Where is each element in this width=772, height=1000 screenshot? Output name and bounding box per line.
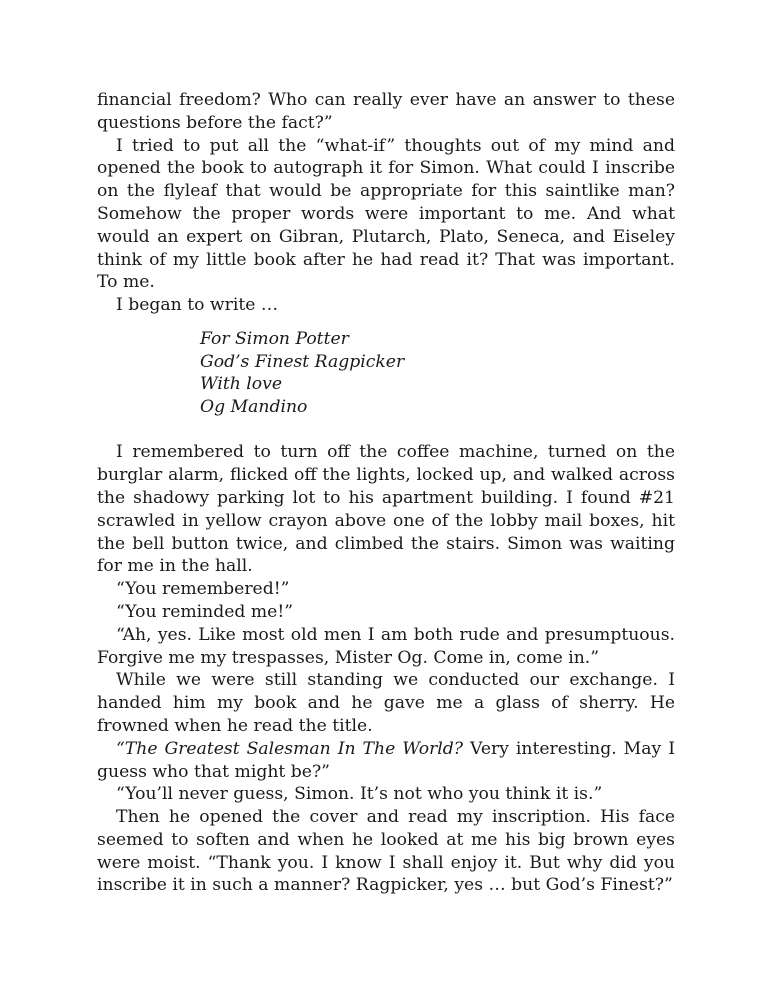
- inscription-line: Og Mandino: [200, 396, 308, 417]
- paragraph-old-men: “Ah, yes. Like most old men I am both rude and presumptuous. Forgive me my trespasses, Mister Og. Come in, come in.”: [97, 624, 675, 668]
- book-inscription: [200, 328, 675, 418]
- paragraph-began-to-write: I began to write …: [116, 295, 279, 316]
- paragraph-inscription-read: Then he opened the cover and read my inscription. His face seemed to soften and when he looked at me his big brown eyes were moist. “Thank you. I know I shall enjoy it. But why did you inscribe it in such a manner? Ragpicker, yes … but God’s Finest?”: [97, 807, 675, 896]
- book-page: [97, 89, 675, 897]
- paragraph-book-title: [97, 738, 675, 784]
- inscription-line: With love: [200, 374, 283, 395]
- paragraph-you-reminded: “You reminded me!”: [116, 601, 294, 622]
- section-gap: [97, 429, 675, 441]
- book-title-italic: “The Greatest Salesman In The World?: [116, 738, 464, 759]
- paragraph-you-remembered: “You remembered!”: [116, 579, 290, 600]
- inscription-line: For Simon Potter: [200, 328, 349, 349]
- inscription-line: God’s Finest Ragpicker: [200, 351, 405, 372]
- paragraph-what-if: I tried to put all the “what-if” thoughts out of my mind and opened the book to autograph it for Simon. What could I inscribe on the flyleaf that would be appropriate for this saintlike man? Somehow the proper words were important to me. And what would an expert on Gibran, Plutarch, Plato, Seneca, and Eiseley think of my little book after he had read it? That was important. To me.: [97, 135, 675, 293]
- paragraph-coffee-machine: I remembered to turn off the coffee machine, turned on the burglar alarm, flicked off the lights, locked up, and walked across the shadowy parking lot to his apartment building. I found #21 scrawled in yellow crayon above one of the lobby mail boxes, hit the bell button twice, and climbed the stairs. Simon was waiting for me in the hall.: [97, 442, 675, 577]
- book-title-rest: Very interesting. May I guess who that might be?”: [97, 738, 675, 782]
- paragraph-never-guess: “You’ll never guess, Simon. It’s not who you think it is.”: [116, 784, 603, 805]
- paragraph-financial-freedom: financial freedom? Who can really ever have an answer to these questions before the fact?”: [97, 90, 675, 133]
- paragraph-exchange: While we were still standing we conducted our exchange. I handed him my book and he gave me a glass of sherry. He frowned when he read the title.: [97, 670, 675, 736]
